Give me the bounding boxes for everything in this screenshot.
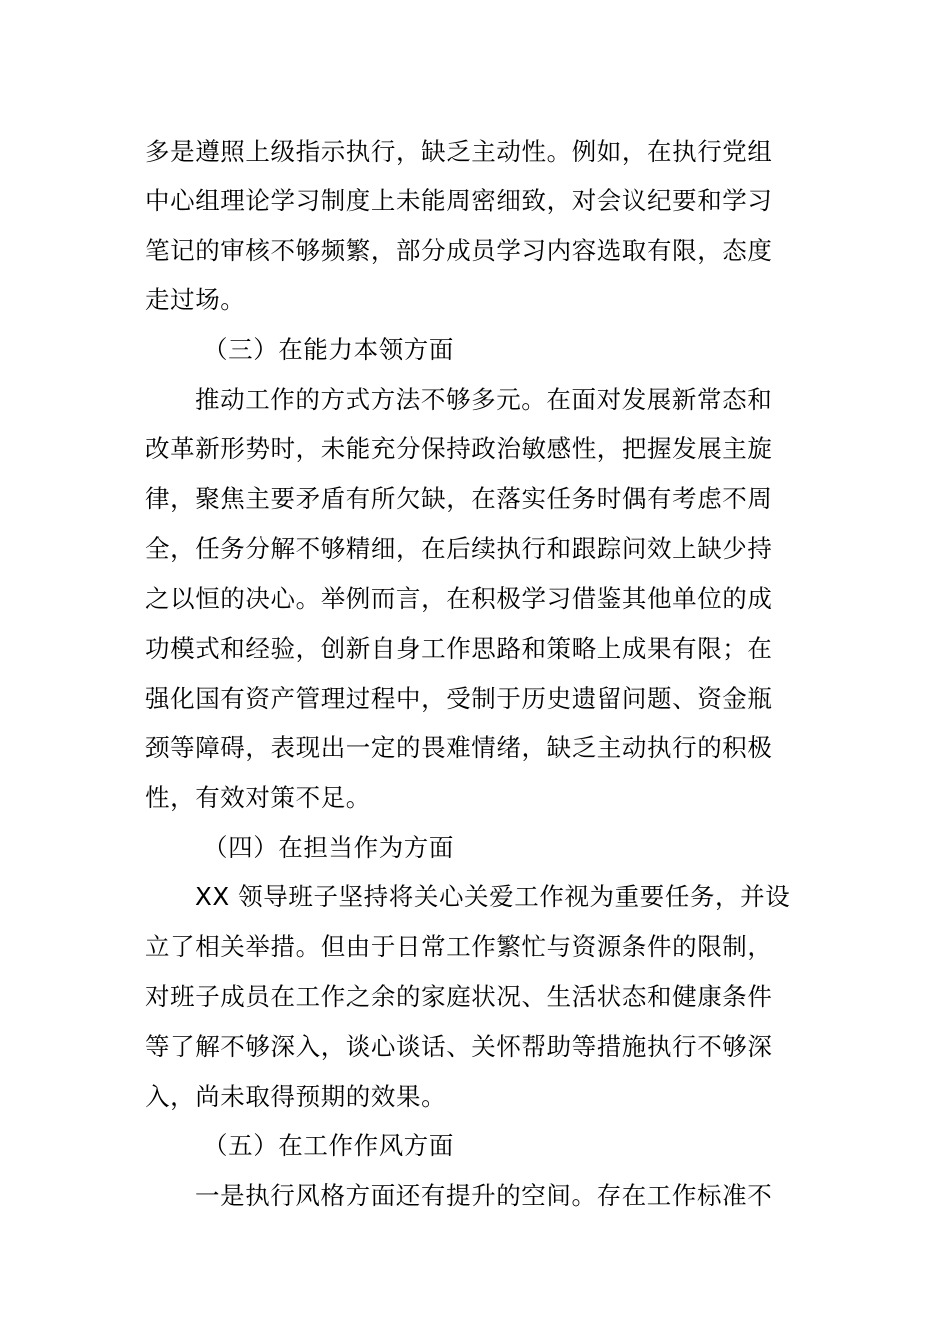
paragraph-line: 中心组理论学习制度上未能周密细致，对会议纪要和学习 [145,186,773,215]
paragraph-line: 律，聚焦主要矛盾有所欠缺，在落实任务时偶有考虑不周 [145,484,773,513]
paragraph-line: 入，尚未取得预期的效果。 [145,1082,447,1111]
paragraph-line: 推动工作的方式方法不够多元。在面对发展新常态和 [195,385,773,414]
paragraph-line: 全，任务分解不够精细，在后续执行和跟踪问效上缺少持 [145,534,773,563]
paragraph-line: 之以恒的决心。举例而言，在积极学习借鉴其他单位的成 [145,584,773,613]
paragraph-line: 笔记的审核不够频繁，部分成员学习内容选取有限，态度 [145,236,773,265]
section-heading-4: （四）在担当作为方面 [203,833,454,862]
paragraph-line: 改革新形势时，未能充分保持政治敏感性，把握发展主旋 [145,434,773,463]
paragraph-line: 一是执行风格方面还有提升的空间。存在工作标准不 [195,1181,773,1210]
paragraph-line: 性，有效对策不足。 [145,783,371,812]
paragraph-line: 多是遵照上级指示执行，缺乏主动性。例如，在执行党组 [145,137,773,166]
paragraph-line: 功模式和经验，创新自身工作思路和策略上成果有限；在 [145,634,773,663]
paragraph-line: 颈等障碍，表现出一定的畏难情绪，缺乏主动执行的积极 [145,733,773,762]
section-heading-3: （三）在能力本领方面 [203,335,454,364]
paragraph-line: 等了解不够深入，谈心谈话、关怀帮助等措施执行不够深 [145,1032,773,1061]
paragraph-line: 对班子成员在工作之余的家庭状况、生活状态和健康条件 [145,982,773,1011]
paragraph-line: 走过场。 [145,285,246,314]
paragraph-line: 强化国有资产管理过程中，受制于历史遗留问题、资金瓶 [145,684,773,713]
paragraph-line: XX 领导班子坚持将关心关爱工作视为重要任务，并设 [195,882,791,911]
section-heading-5: （五）在工作作风方面 [203,1131,454,1160]
paragraph-line: 立了相关举措。但由于日常工作繁忙与资源条件的限制， [145,932,773,961]
